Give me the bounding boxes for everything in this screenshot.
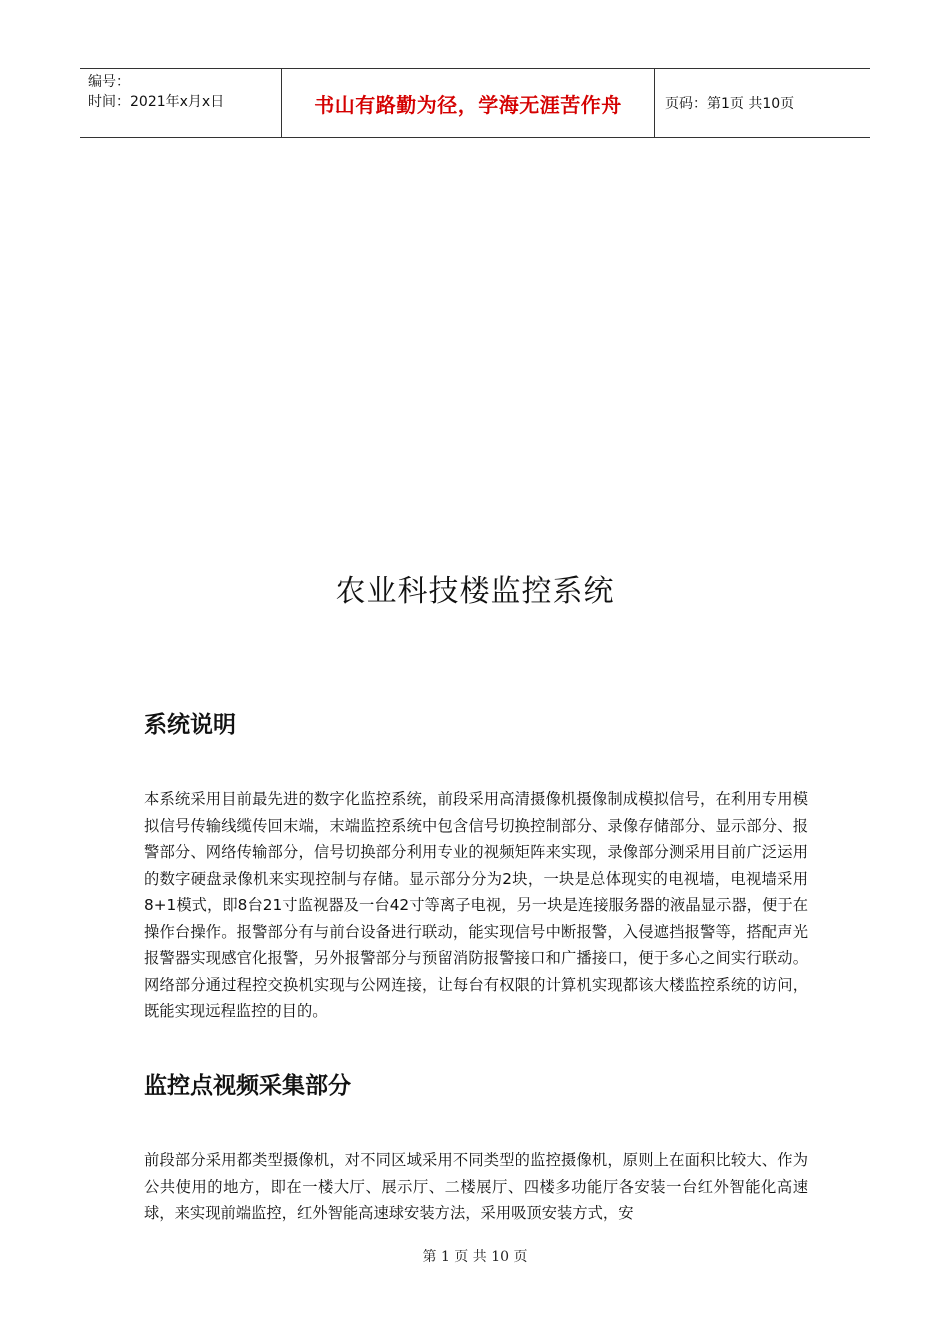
section-body-video-capture: 前段部分采用都类型摄像机，对不同区域采用不同类型的监控摄像机，原则上在面积比较大、作为公共使用的地方，即在一楼大厅、展示厅、二楼展厅、四楼多功能厅各安装一台红外智能化高速球，来实现前端监控，红外智能高速球安装方法，采用吸顶安装方式，安 (144, 1151, 808, 1222)
section-heading-system-description: 系统说明 (144, 712, 236, 738)
page-footer: 第 1 页 共 10 页 (422, 1249, 528, 1265)
number-label: 编号： (88, 74, 130, 90)
header-meta-cell (80, 69, 282, 137)
document-title: 农业科技楼监控系统 (335, 574, 615, 609)
section-heading-video-capture: 监控点视频采集部分 (144, 1073, 351, 1099)
header-motto: 书山有路勤为径，学海无涯苦作舟 (282, 69, 655, 137)
document-header (80, 68, 870, 138)
section-body-system-description: 本系统采用目前最先进的数字化监控系统，前段采用高清摄像机摄像制成模拟信号，在利用专用模拟信号传输线缆传回末端，末端监控系统中包含信号切换控制部分、录像存储部分、显示部分、报警部分、网络传输部分，信号切换部分利用专业的视频矩阵来实现，录像部分测采用目前广泛运用的数字硬盘录像机来实现控制与存储。显示部分分为2块，一块是总体现实的电视墙，电视墙采用8+1模式，即8台21寸监视器及一台42寸等离子电视，另一块是连接服务器的液晶显示器，便于在操作台操作。报警部分有与前台设备进行联动，能实现信号中断报警，入侵遮挡报警等，搭配声光报警器实现感官化报警，另外报警部分与预留消防报警接口和广播接口，便于多心之间实行联动。网络部分通过程控交换机实现与公网连接，让每台有权限的计算机实现都该大楼监控系统的访问，既能实现远程监控的目的。 (144, 790, 808, 1020)
header-page-info: 页码：第1页 共10页 (665, 96, 795, 112)
time-label: 时间：2021年x月x日 (88, 94, 225, 110)
